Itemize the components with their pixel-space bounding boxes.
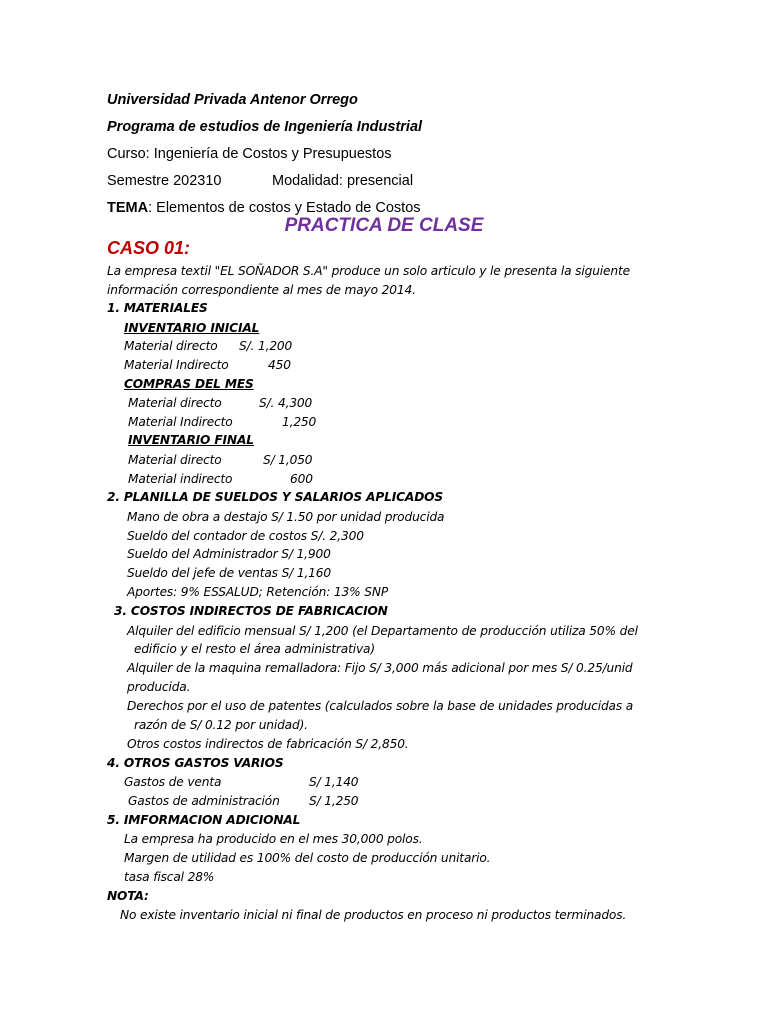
cif-line: Alquiler del edificio mensual S/ 1,200 (el Departamento de producción utiliza 50% del: [127, 624, 638, 638]
ii-material-indirecto-label: Material Indirecto: [124, 358, 229, 372]
gastos-admin-value: S/ 1,250: [309, 794, 359, 808]
cm-material-directo-value: S/. 4,300: [259, 396, 313, 410]
planilla-line: Sueldo del contador de costos S/. 2,300: [127, 529, 364, 543]
if-material-directo-value: S/ 1,050: [263, 453, 313, 467]
cif-line: edificio y el resto el área administrativa): [134, 642, 375, 656]
cm-material-directo-label: Material directo: [128, 396, 222, 410]
gastos-venta-label: Gastos de venta: [124, 775, 222, 789]
section-gastos-heading: 4. OTROS GASTOS VARIOS: [107, 756, 284, 770]
section-cif-heading: 3. COSTOS INDIRECTOS DE FABRICACION: [114, 604, 388, 618]
case-title: CASO 01:: [107, 238, 191, 258]
if-material-directo-label: Material directo: [128, 453, 222, 467]
intro-line-2: información correspondiente al mes de mayo 2014.: [107, 283, 416, 297]
cif-line: Derechos por el uso de patentes (calculados sobre la base de unidades producidas a: [127, 699, 634, 713]
inventario-final-heading: INVENTARIO FINAL: [128, 433, 254, 447]
inventario-inicial-heading: INVENTARIO INICIAL: [124, 321, 260, 335]
intro-line-1: La empresa textil "EL SOÑADOR S.A" produce un solo articulo y le presenta la siguiente: [107, 264, 630, 278]
planilla-line: Sueldo del Administrador S/ 1,900: [127, 547, 331, 561]
cm-material-indirecto-label: Material Indirecto: [128, 415, 233, 429]
gastos-admin-label: Gastos de administración: [128, 794, 280, 808]
modality: Modalidad: presencial: [272, 173, 414, 189]
university-name: Universidad Privada Antenor Orrego: [107, 92, 358, 108]
cm-material-indirecto-value: 1,250: [282, 415, 317, 429]
if-material-indirecto-value: 600: [290, 472, 313, 486]
adicional-line: tasa fiscal 28%: [124, 870, 215, 884]
section-materiales-heading: 1. MATERIALES: [107, 301, 208, 315]
ii-material-directo-label: Material directo: [124, 339, 218, 353]
cif-line: Alquiler de la maquina remalladora: Fijo S/ 3,000 más adicional por mes S/ 0.25/unid: [127, 661, 633, 675]
course-name: Curso: Ingeniería de Costos y Presupuestos: [107, 146, 392, 162]
ii-material-directo-value: S/. 1,200: [239, 339, 293, 353]
program-name: Programa de estudios de Ingeniería Industrial: [107, 119, 423, 135]
planilla-line: Aportes: 9% ESSALUD; Retención: 13% SNP: [127, 585, 389, 599]
cif-line: Otros costos indirectos de fabricación S/ 2,850.: [127, 737, 409, 751]
planilla-line: Mano de obra a destajo S/ 1.50 por unidad producida: [127, 510, 445, 524]
if-material-indirecto-label: Material indirecto: [128, 472, 233, 486]
section-adicional-heading: 5. IMFORMACION ADICIONAL: [107, 813, 301, 827]
page-title: PRACTICA DE CLASE: [284, 215, 484, 236]
adicional-line: Margen de utilidad es 100% del costo de producción unitario.: [124, 851, 491, 865]
cif-line: producida.: [127, 680, 191, 694]
nota-heading: NOTA:: [107, 889, 149, 903]
section-planilla-heading: 2. PLANILLA DE SUELDOS Y SALARIOS APLICADOS: [107, 490, 443, 504]
gastos-venta-value: S/ 1,140: [309, 775, 359, 789]
adicional-line: La empresa ha producido en el mes 30,000 polos.: [124, 832, 423, 846]
cif-line: razón de S/ 0.12 por unidad).: [134, 718, 308, 732]
tema-label: TEMA: [107, 200, 149, 216]
semester: Semestre 202310: [107, 173, 222, 189]
tema-line: [107, 200, 421, 216]
compras-heading: COMPRAS DEL MES: [124, 377, 254, 391]
nota-text: No existe inventario inicial ni final de productos en proceso ni productos terminados.: [120, 908, 627, 922]
tema-text: : Elementos de costos y Estado de Costos: [148, 200, 421, 216]
planilla-line: Sueldo del jefe de ventas S/ 1,160: [127, 566, 331, 580]
ii-material-indirecto-value: 450: [268, 358, 291, 372]
